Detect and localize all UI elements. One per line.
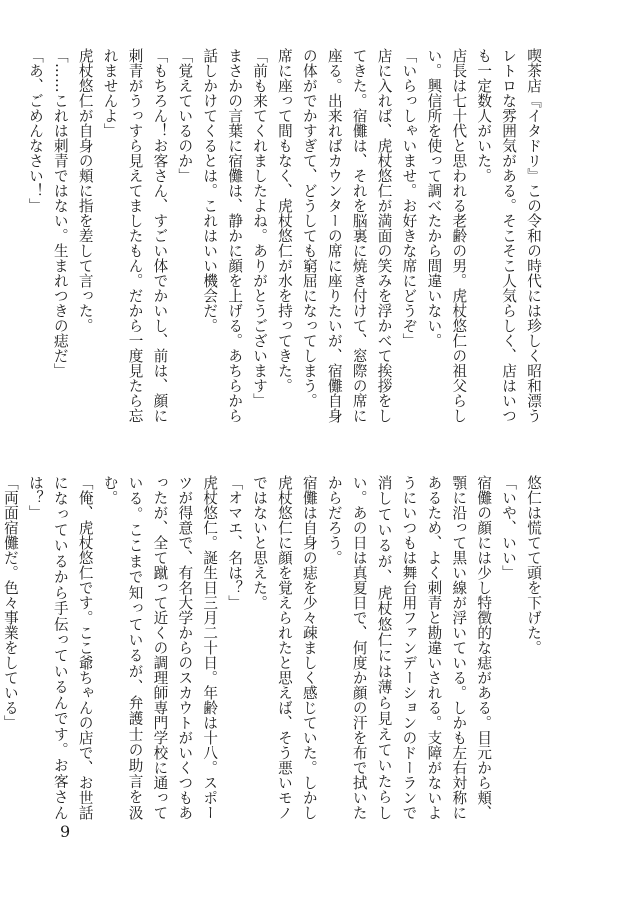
text-block-bottom [1,475,545,820]
paragraph: 「もちろん！お客さん、すごい体でかいし、前は、顔に刺青がうっすら見えてましたもん。だから一度見たら忘れませんよ」 [101,48,169,423]
paragraph: 席に座って間もなく、虎杖悠仁が水を持ってきた。 [275,48,293,393]
paragraph: 店に入れば、虎杖悠仁が満面の笑みを浮かべて挨拶をしてきた。宿儺は、それを脳裏に焼き付けて、窓際の席に座る。出来ればカウンターの席に座りたいが、宿儺自身の体がでかすぎて、どうしても窮屈になってしまう。 [300,48,393,423]
paragraph: まさかの言葉に宿儺は、静かに顔を上げる。あちらから話しかけてくるとは。これはいい機会だ。 [201,48,244,423]
paragraph: 店長は七十代と思われる老齢の男。虎杖悠仁の祖父らしい。興信所を使って調べたから間違いない。 [425,48,468,423]
page-number: 9 [60,822,71,841]
paragraph: 「前も来てくれましたよね。ありがとうございます」 [251,48,269,408]
paragraph: 「あ、ごめんなさい！」 [26,48,44,213]
paragraph: 「いらっしゃいませ。お好きな席にどうぞ」 [400,48,418,348]
paragraph: 虎杖悠仁が自身の頬に指を差して言った。 [76,48,94,333]
paragraph: 「オマエ、名は？」 [226,475,244,610]
paragraph: 悠仁は慌てて頭を下げた。 [525,475,542,655]
text-block-top [26,48,545,423]
paragraph: 宿儺は自身の痣を少々疎ましく感じていた。しかし虎杖悠仁に顔を覚えられたと思えば、そう悪いモノではないと思えた。 [251,475,318,820]
paragraph: 「覚えているのか」 [176,48,194,183]
paragraph: 喫茶店『イタドリ』この令和の時代には珍しく昭和漂うレトロな雰囲気がある。そこそこ人気らしく、店はいつも一定数人がいた。 [475,48,542,423]
paragraph: 「両面宿儺だ。色々事業をしている」 [1,475,19,730]
paragraph: 宿儺の顔には少し特徴的な痣がある。目元から頬、顎に沿って黒い線が浮いている。しかも左右対称にあるため、よく刺青と勘違いされる。支障がないようにいつもは舞台用ファンデーションのドーランで消しているが、虎杖悠仁には薄ら見えていたらしい。あの日は真夏日で、何度か顔の汗を布で拭いたからだろう。 [325,475,493,820]
paragraph: 虎杖悠仁。誕生日三月二十日。年齢は十八。スポーツが得意で、有名大学からのスカウトがいくつもあったが、全て蹴って近くの調理師専門学校に通っている。ここまで知っているが、弁護士の助言を汲む。 [101,475,219,820]
paragraph: 「……これは刺青ではない。生まれつきの痣だ」 [51,48,69,378]
paragraph: 「俺、虎杖悠仁です。ここ爺ちゃんの店で、お世話になっているから手伝っているんです。お客さんは？」 [26,475,94,820]
paragraph: 「いや、いい」 [500,475,518,580]
